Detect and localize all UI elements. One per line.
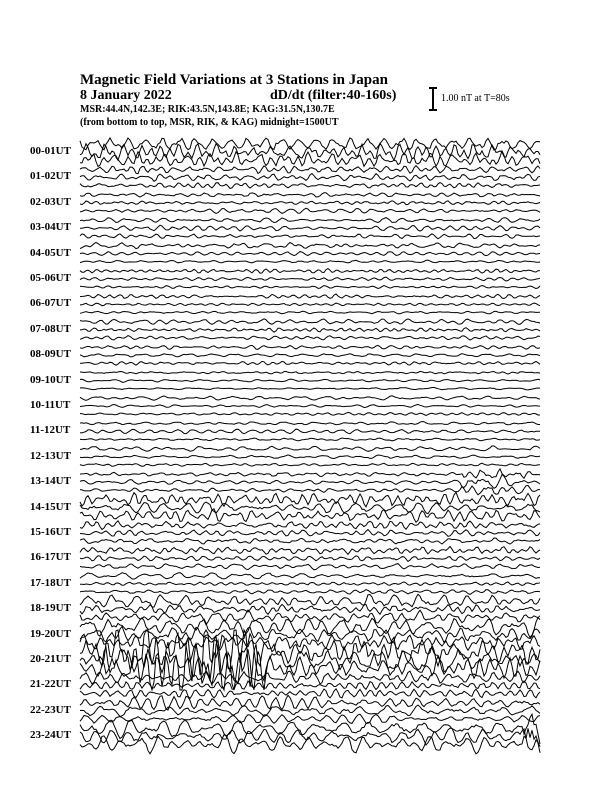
trace-rik-13-14UT: [80, 475, 540, 489]
trace-rik-23-24UT: [80, 728, 540, 747]
hour-label: 23-24UT: [30, 729, 71, 742]
trace-kag-03-04UT: [80, 218, 540, 223]
trace-kag-22-23UT: [80, 695, 540, 710]
hour-label: 00-01UT: [30, 145, 71, 157]
trace-rik-03-04UT: [80, 225, 540, 231]
hour-label: 11-12UT: [30, 424, 71, 437]
trace-rik-17-18UT: [80, 582, 540, 586]
trace-msr-11-12UT: [80, 438, 540, 441]
trace-rik-18-19UT: [80, 604, 540, 614]
chart-title: Magnetic Field Variations at 3 Stations in Japan: [80, 72, 388, 88]
trace-msr-04-05UT: [80, 260, 540, 263]
hour-label: 20-21UT: [30, 653, 71, 665]
hour-label: 07-08UT: [30, 322, 71, 335]
hour-label: 16-17UT: [30, 551, 71, 564]
trace-kag-02-03UT: [80, 193, 540, 197]
trace-rik-08-09UT: [80, 354, 540, 357]
trace-rik-02-03UT: [80, 201, 540, 205]
trace-msr-03-04UT: [80, 234, 540, 239]
trace-msr-02-03UT: [80, 208, 540, 213]
hour-label: 10-11UT: [30, 399, 71, 411]
hour-label: 09-10UT: [30, 373, 71, 386]
hour-label: 17-18UT: [30, 576, 71, 589]
trace-rik-16-17UT: [80, 556, 540, 562]
trace-kag-04-05UT: [80, 243, 540, 249]
hour-label: 14-15UT: [30, 500, 71, 513]
date-text: 8 January 2022: [80, 88, 172, 103]
trace-kag-20-21UT: [80, 630, 540, 687]
hour-label: 04-05UT: [30, 246, 71, 259]
trace-msr-06-07UT: [80, 311, 540, 314]
trace-msr-05-06UT: [80, 286, 540, 289]
trace-msr-09-10UT: [80, 387, 540, 390]
hour-label: 19-20UT: [30, 627, 71, 640]
hour-label: 01-02UT: [30, 170, 71, 183]
trace-kag-14-15UT: [80, 492, 540, 507]
hour-label: 05-06UT: [30, 272, 71, 284]
hour-label: 15-16UT: [30, 526, 71, 538]
trace-kag-18-19UT: [80, 594, 540, 607]
trace-rik-12-13UT: [80, 455, 540, 459]
hour-label: 18-19UT: [30, 602, 71, 615]
hour-label: 08-09UT: [30, 348, 71, 361]
trace-msr-08-09UT: [80, 361, 540, 365]
trace-kag-16-17UT: [80, 546, 540, 554]
quantity-filter-label: dD/dt (filter:40-160s): [270, 88, 397, 103]
trace-kag-17-18UT: [80, 573, 540, 580]
station-order-note: (from bottom to top, MSR, RIK, & KAG) midnight=1500UT: [80, 117, 339, 128]
trace-kag-19-20UT: [80, 618, 540, 638]
trace-rik-11-12UT: [80, 429, 540, 434]
trace-msr-15-16UT: [80, 538, 540, 544]
trace-msr-22-23UT: [80, 714, 540, 723]
hour-label: 06-07UT: [30, 297, 71, 310]
trace-rik-06-07UT: [80, 303, 540, 306]
trace-msr-12-13UT: [80, 463, 540, 466]
hour-label: 22-23UT: [30, 703, 71, 716]
trace-msr-16-17UT: [80, 564, 540, 570]
trace-rik-10-11UT: [80, 404, 540, 407]
trace-rik-07-08UT: [80, 328, 540, 332]
trace-rik-21-22UT: [80, 681, 540, 689]
trace-kag-08-09UT: [80, 345, 540, 349]
hour-label: 12-13UT: [30, 449, 71, 462]
trace-msr-18-19UT: [80, 610, 540, 625]
trace-rik-04-05UT: [80, 252, 540, 256]
hour-label: 02-03UT: [30, 195, 71, 208]
trace-kag-06-07UT: [80, 294, 540, 299]
trace-kag-11-12UT: [80, 422, 540, 425]
trace-kag-10-11UT: [80, 396, 540, 401]
trace-msr-10-11UT: [80, 412, 540, 415]
trace-rik-05-06UT: [80, 277, 540, 281]
hour-label: 13-14UT: [30, 475, 71, 488]
trace-kag-05-06UT: [80, 269, 540, 274]
trace-rik-01-02UT: [80, 174, 540, 182]
trace-rik-22-23UT: [80, 705, 540, 717]
trace-msr-07-08UT: [80, 336, 540, 340]
trace-kag-07-08UT: [80, 319, 540, 325]
hour-label: 03-04UT: [30, 221, 71, 234]
trace-kag-15-16UT: [80, 521, 540, 530]
trace-kag-01-02UT: [80, 166, 540, 174]
trace-rik-09-10UT: [80, 379, 540, 382]
trace-msr-14-15UT: [80, 509, 540, 522]
scale-label: 1.00 nT at T=80s: [441, 93, 510, 104]
stations-coordinates: MSR:44.4N,142.3E; RIK:43.5N,143.8E; KAG:31.5N,130.7E: [80, 104, 335, 115]
trace-msr-21-22UT: [80, 689, 540, 699]
trace-kag-09-10UT: [80, 371, 540, 374]
trace-msr-01-02UT: [80, 183, 540, 189]
trace-rik-15-16UT: [80, 530, 540, 537]
trace-kag-13-14UT: [80, 469, 540, 478]
trace-kag-12-13UT: [80, 446, 540, 451]
hour-label: 21-22UT: [30, 678, 71, 691]
trace-msr-13-14UT: [80, 485, 540, 494]
trace-msr-17-18UT: [80, 590, 540, 595]
